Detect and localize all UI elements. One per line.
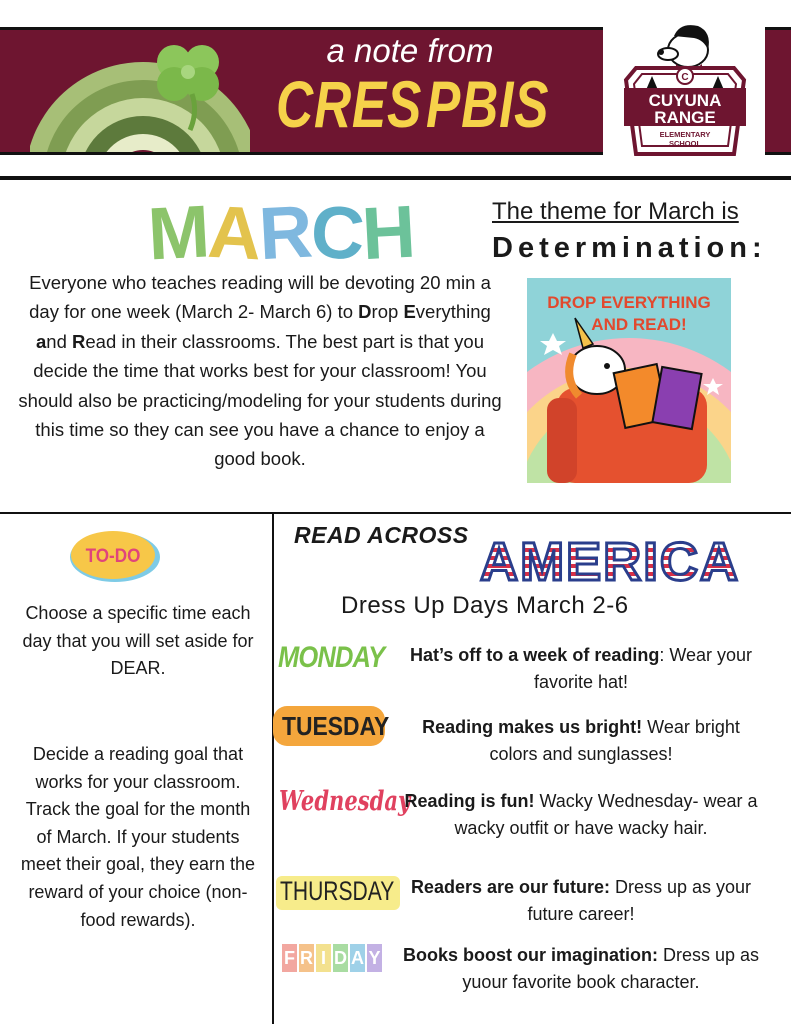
header-title-pbis: PBIS <box>426 67 550 141</box>
theme-value: Determination: <box>492 232 767 264</box>
march-letter: C <box>308 189 365 276</box>
day-label-thursday: THURSDAY <box>280 876 395 906</box>
logo-monogram: C <box>681 72 689 83</box>
friday-letter-tile: Y <box>367 944 382 972</box>
todo-item-1: Choose a specific time each day that you will set aside for DEAR. <box>22 603 254 679</box>
divider-vertical <box>272 514 274 1024</box>
friday-letter-tile: R <box>299 944 314 972</box>
day-label-monday: MONDAY <box>278 641 385 674</box>
todo-badge-label: TO-DO <box>85 545 141 567</box>
friday-letter-tile: I <box>316 944 331 972</box>
day-text-friday: Books boost our imagination: Dress up as yuour favorite book character. <box>402 945 760 992</box>
todo-item-2: Decide a reading goal that works for your classroom. Track the goal for the month of March. If your students meet their goal, they earn the reward of your choice (non-food rewards). <box>20 744 256 930</box>
day-text-wednesday: Reading is fun! Wacky Wednesday- wear a wacky outfit or have wacky hair. <box>404 791 758 838</box>
friday-letter-tile: A <box>350 944 365 972</box>
america-text: AMERICA <box>480 532 740 588</box>
book-cover-image <box>527 278 731 483</box>
dear-paragraph: Everyone who teaches reading will be devoting 20 min a day for one week (March 2- March 6) to Drop Everything and Read in their classrooms. The best part is that you decide the time that works best for your classroom! You should also be practicing/modeling for your students during this time so they can see you have a chance to enjoy a good book. <box>18 272 502 470</box>
day-label-wednesday: Wednesday <box>279 786 411 817</box>
march-heading <box>145 189 416 276</box>
america-heading <box>478 532 744 588</box>
divider-middle <box>0 512 791 514</box>
logo-tagline-line1: ELEMENTARY <box>659 130 711 139</box>
day-label-friday <box>282 944 384 972</box>
todo-badge <box>68 527 162 585</box>
day-text-tuesday: Reading makes us bright! Wear bright colors and sunglasses! <box>422 717 740 764</box>
read-across-heading: READ ACROSS <box>294 522 469 548</box>
book-title-line2: AND READ! <box>591 315 687 334</box>
header-subtitle: a note from <box>326 32 494 69</box>
day-label-tuesday: TUESDAY <box>282 711 390 741</box>
divider-top <box>0 176 791 180</box>
cuyuna-range-logo <box>616 18 754 160</box>
book-title-line1: DROP EVERYTHING <box>547 293 711 312</box>
march-letter: M <box>145 189 210 276</box>
march-letter: R <box>256 189 313 276</box>
logo-name-line2: RANGE <box>654 108 716 127</box>
march-letter: A <box>205 189 262 276</box>
friday-letter-tile: F <box>282 944 297 972</box>
dress-up-title: Dress Up Days March 2-6 <box>341 592 629 619</box>
header-title-cres: CRES <box>276 67 423 141</box>
march-letter: H <box>359 189 416 276</box>
friday-letter-tile: D <box>333 944 348 972</box>
logo-name-line1: CUYUNA <box>648 91 722 110</box>
day-text-monday: Hat’s off to a week of reading: Wear your favorite hat! <box>409 645 753 692</box>
logo-tagline-line2: SCHOOL <box>668 139 702 148</box>
rainbow-shamrock-graphic <box>30 30 250 152</box>
day-text-thursday: Readers are our future: Dress up as your future career! <box>410 877 752 924</box>
theme-label: The theme for March is <box>492 198 739 225</box>
